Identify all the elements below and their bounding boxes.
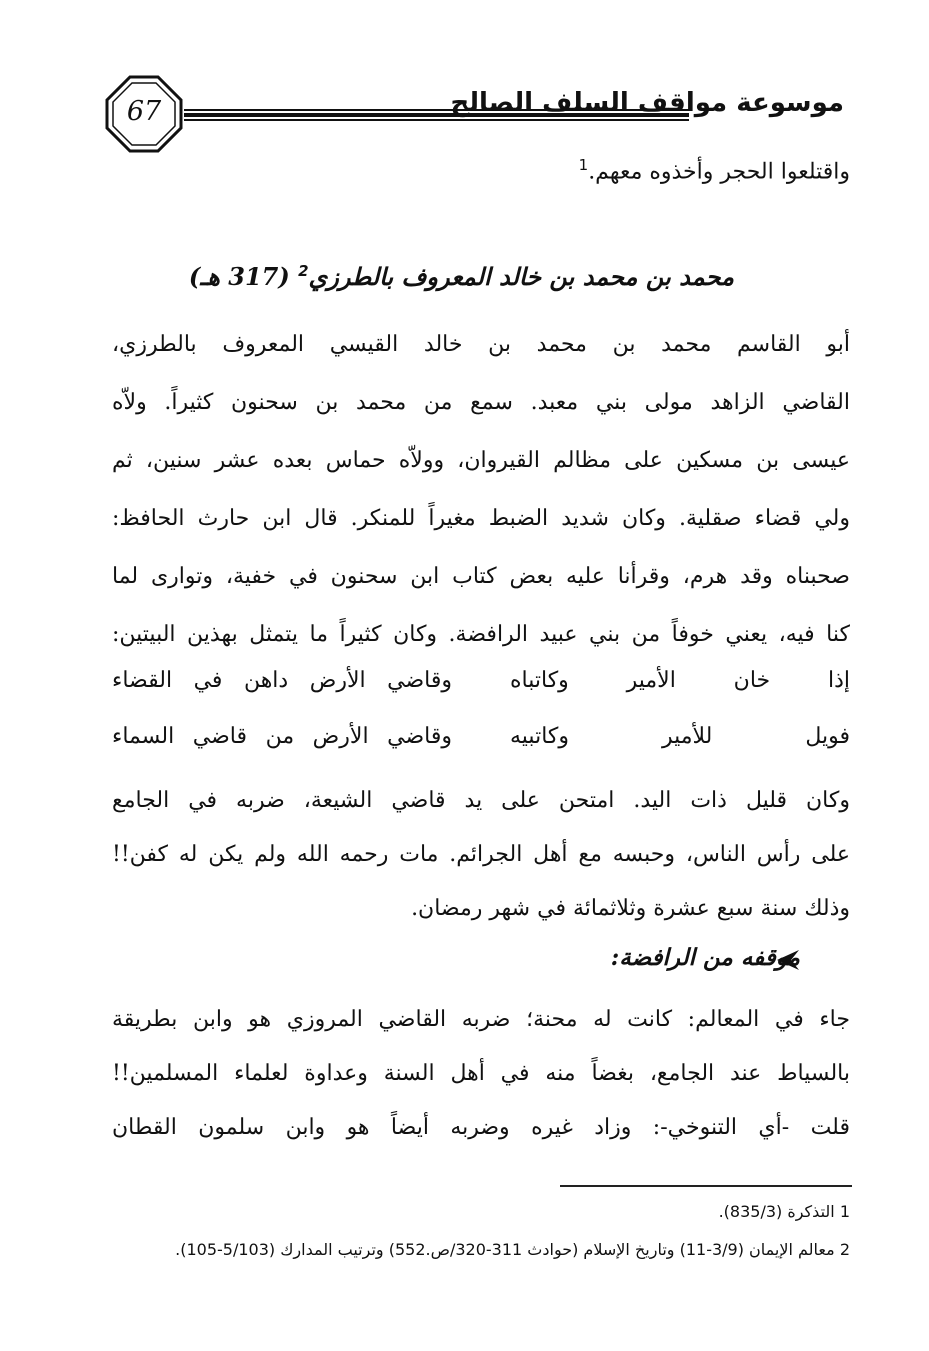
paragraph-line: القاضي الزاهد مولى بني معبد. سمع من محمد بن سحنون كثيراً. ولاّه	[112, 390, 850, 415]
footnote-ref-1[interactable]: 1	[578, 156, 589, 174]
paragraph-line: على رأس الناس، وحبسه مع أهل الجرائم. مات رحمه الله ولم يكن له كفن!!	[112, 842, 850, 867]
paragraph-line: صحبناه وقد هرم، وقرأنا عليه بعض كتاب ابن سحنون في خفية، وتوارى لما	[112, 564, 850, 589]
continued-line	[112, 150, 850, 187]
footnote-number: 2	[839, 1240, 850, 1259]
paragraph-line: بالسياط عند الجامع، بغضاً منه في أهل السنة وعداوة لعلماء المسلمين!!	[112, 1061, 850, 1086]
poem-second-hemistich: وقاضي الأرض من قاضي السماء	[112, 724, 452, 749]
poem-verse	[112, 720, 850, 754]
paragraph-line: وكان قليل ذات اليد. امتحن على يد قاضي الشيعة، ضربه في الجامع	[112, 788, 850, 813]
section-title-date: (317 هـ)	[188, 262, 290, 291]
footnote	[112, 1238, 850, 1262]
page-header	[104, 74, 844, 156]
continued-line-text: واقتلعوا الحجر وأخذوه معهم.	[588, 159, 850, 185]
paragraph-line: ولي قضاء صقلية. وكان شديد الضبط مغيراً للمنكر. قال ابن حارث الحافظ:	[112, 506, 850, 531]
section-title-name: محمد بن محمد بن خالد المعروف بالطرزي	[308, 262, 734, 291]
book-title: موسوعة مواقف السلف الصالح	[450, 88, 844, 118]
paragraph-line: كنا فيه، يعني خوفاً من بني عبيد الرافضة. وكان كثيراً ما يتمثل بهذين البيتين:	[112, 622, 850, 647]
poem-first-hemistich: إذا خان الأمير وكاتباه	[510, 668, 850, 693]
poem-first-hemistich: فويل للأمير وكاتبيه	[510, 724, 850, 749]
paragraph-line: وذلك سنة سبع عشرة وثلاثمائة في شهر رمضان.	[411, 896, 850, 921]
paragraph-line: أبو القاسم محمد بن محمد بن خالد القيسي المعروف بالطرزي،	[112, 332, 850, 357]
poem-second-hemistich: وقاضي الأرض داهن في القضاء	[112, 668, 452, 693]
footnote-text: معالم الإيمان (3/9-11) وتاريخ الإسلام (حوادث 311-320/ص.552) وترتيب المدارك (5/103-105).	[175, 1240, 835, 1259]
footnote-separator	[560, 1185, 852, 1187]
footnote-ref-2[interactable]: 2	[298, 262, 309, 280]
paragraph-line: عيسى بن مسكين على مظالم القيروان، وولاّه حماس بعده عشر سنين، ثم	[112, 448, 850, 473]
footnote	[112, 1200, 850, 1224]
paragraph-line: جاء في المعالم: كانت له محنة؛ ضربه القاضي المروزي هو وابن بطريقة	[112, 1007, 850, 1032]
page-number-badge	[104, 74, 184, 154]
poem-verse	[112, 664, 850, 698]
footnote-number: 1	[839, 1202, 850, 1221]
subheading: موقفه من الرافضة:	[610, 944, 800, 971]
paragraph-line: قلت -أي التنوخي-: وزاد غيره وضربه أيضاً هو وابن سلمون القطان	[112, 1115, 850, 1140]
section-title	[112, 262, 734, 291]
footnote-text: التذكرة (835/3).	[718, 1202, 835, 1221]
page-number: 67	[126, 96, 162, 127]
